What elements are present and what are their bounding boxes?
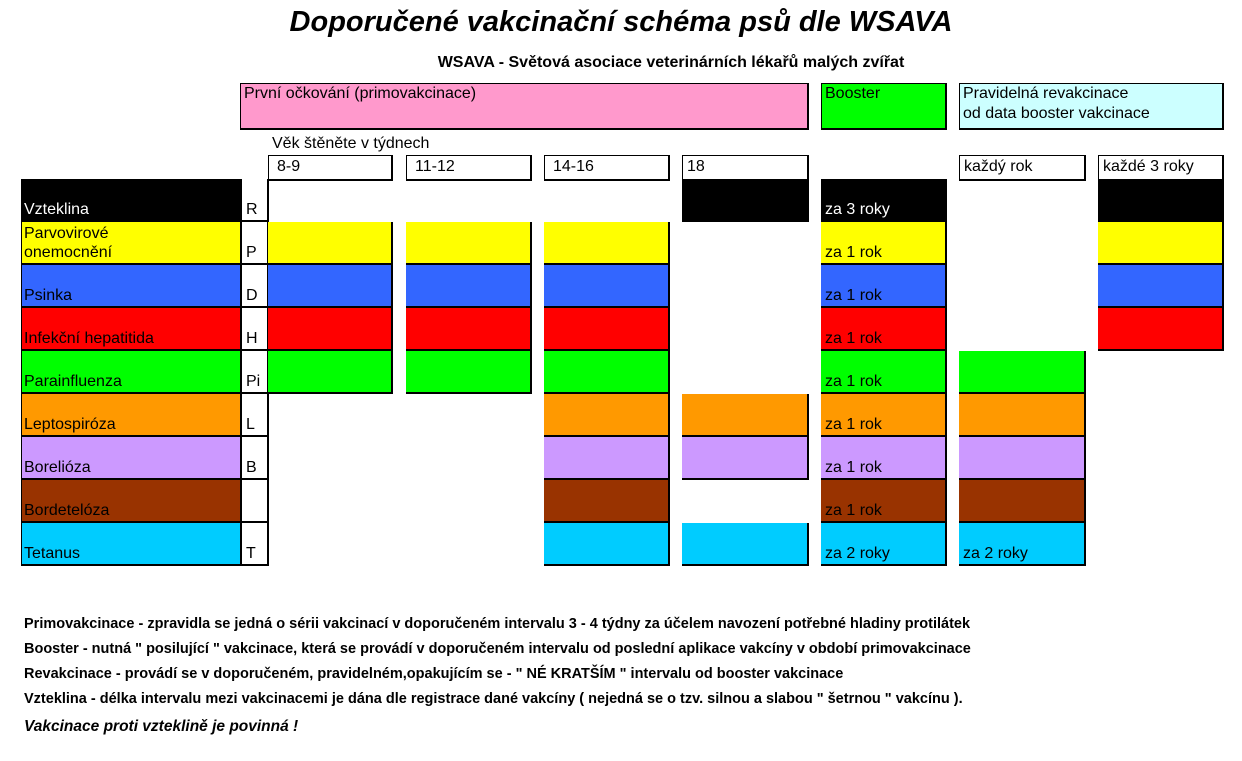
booster-cell-2-text: za 1 rok xyxy=(825,287,882,304)
revaccination-header xyxy=(959,83,1224,130)
booster-cell-4 xyxy=(821,351,947,394)
row-code-0 xyxy=(242,179,269,222)
primary-header-label: První očkování (primovakcinace) xyxy=(244,85,477,102)
row-label-7 xyxy=(21,480,242,523)
row-code-5 xyxy=(242,394,269,437)
week-cell-1-2 xyxy=(544,222,670,265)
row-label-text: Parainfluenza xyxy=(24,373,122,390)
page-subtitle: WSAVA - Světová asociace veterinárních lékařů malých zvířat xyxy=(437,54,905,71)
week-cell-1-1 xyxy=(406,222,532,265)
booster-cell-7-text: za 1 rok xyxy=(825,502,882,519)
row-label-text: Psinka xyxy=(24,287,73,304)
revac-col-yearly: každý rok xyxy=(959,155,1086,181)
row-label-lines xyxy=(24,224,112,262)
row-label-3 xyxy=(21,308,242,351)
week-cell-2-0 xyxy=(268,265,393,308)
booster-cell-2 xyxy=(821,265,947,308)
row-code-3 xyxy=(242,308,269,351)
week-cell-8-3 xyxy=(682,523,809,566)
week-cell-2-1 xyxy=(406,265,532,308)
row-code-1 xyxy=(242,222,269,265)
booster-cell-3-text: za 1 rok xyxy=(825,330,882,347)
row-code-4-text: Pi xyxy=(246,373,261,390)
week-cell-4-1 xyxy=(406,351,532,394)
yearly-cell-8-text: za 2 roky xyxy=(963,545,1028,562)
revac-col-every3: každé 3 roky xyxy=(1098,155,1224,181)
booster-cell-8-text: za 2 roky xyxy=(825,545,890,562)
note-primovakcinace: Primovakcinace - zpravidla se jedná o sérii vakcinací v doporučeném intervalu 3 - 4 týdny za účelem navození potřebné hladiny protilátek xyxy=(24,616,971,632)
booster-cell-1-text: za 1 rok xyxy=(825,244,882,261)
week-cell-6-2 xyxy=(544,437,670,480)
row-code-1-text: P xyxy=(246,244,257,261)
booster-header xyxy=(821,83,947,130)
booster-cell-6 xyxy=(821,437,947,480)
booster-cell-8 xyxy=(821,523,947,566)
booster-cell-6-text: za 1 rok xyxy=(825,459,882,476)
age-col-18: 18 xyxy=(682,155,809,181)
row-label-text: Borelióza xyxy=(24,459,91,476)
note-booster: Booster - nutná " posilující " vakcinace, která se provádí v doporučeném intervalu od poslední aplikace vakcíny v období primovakcinace xyxy=(24,641,971,657)
row-code-6 xyxy=(242,437,269,480)
booster-cell-5 xyxy=(821,394,947,437)
age-col-11-12: 11-12 xyxy=(406,155,532,181)
row-code-2-text: D xyxy=(246,287,258,304)
row-code-3-text: H xyxy=(246,330,258,347)
booster-cell-0-text: za 3 roky xyxy=(825,201,890,218)
row-label-text: Infekční hepatitida xyxy=(24,330,154,347)
row-label-line1: Parvovirové xyxy=(24,224,109,242)
week-cell-3-1 xyxy=(406,308,532,351)
row-label-2 xyxy=(21,265,242,308)
booster-cell-5-text: za 1 rok xyxy=(825,416,882,433)
every3-cell-0 xyxy=(1098,179,1224,222)
row-label-6 xyxy=(21,437,242,480)
row-label-text: Leptospiróza xyxy=(24,416,116,433)
yearly-cell-6 xyxy=(959,437,1086,480)
note-vzteklina: Vzteklina - délka intervalu mezi vakcinacemi je dána dle registrace dané vakcíny ( nejedná se o tzv. silnou a slabou " šetrnou " vakcínu ). xyxy=(24,691,963,707)
grid-left-border xyxy=(21,179,22,566)
booster-cell-0 xyxy=(821,179,947,222)
week-cell-1-0 xyxy=(268,222,393,265)
row-label-text: Vzteklina xyxy=(24,201,89,218)
age-col-8-9: 8-9 xyxy=(268,155,393,181)
yearly-cell-7 xyxy=(959,480,1086,523)
final-note: Vakcinace proti vzteklině je povinná ! xyxy=(24,718,299,735)
every3-cell-2 xyxy=(1098,265,1224,308)
row-label-5 xyxy=(21,394,242,437)
row-code-5-text: L xyxy=(246,416,255,433)
week-cell-3-0 xyxy=(268,308,393,351)
row-code-6-text: B xyxy=(246,459,257,476)
row-code-2 xyxy=(242,265,269,308)
booster-cell-3 xyxy=(821,308,947,351)
row-label-line2: onemocnění xyxy=(24,243,113,261)
note-revakcinace: Revakcinace - provádí se v doporučeném, pravidelném,opakujícím se - " NÉ KRATŠÍM " intervalu od booster vakcinace xyxy=(24,666,844,682)
row-code-0-text: R xyxy=(246,201,258,218)
notes xyxy=(24,612,1224,739)
week-cell-3-2 xyxy=(544,308,670,351)
age-caption: Věk štěněte v týdnech xyxy=(272,135,430,152)
week-cell-2-2 xyxy=(544,265,670,308)
row-label-8 xyxy=(21,523,242,566)
every3-cell-3 xyxy=(1098,308,1224,351)
booster-cell-4-text: za 1 rok xyxy=(825,373,882,390)
week-cell-8-2 xyxy=(544,523,670,566)
primary-vaccination-header xyxy=(240,83,809,130)
revac-header-line1: Pravidelná revakcinace xyxy=(963,85,1129,102)
revac-header-line2: od data booster vakcinace xyxy=(963,105,1150,122)
row-code-8 xyxy=(242,523,269,566)
row-label-text: Tetanus xyxy=(24,545,81,562)
week-cell-4-0 xyxy=(268,351,393,394)
yearly-cell-8 xyxy=(959,523,1086,566)
row-code-8-text: T xyxy=(246,545,256,562)
booster-cell-7 xyxy=(821,480,947,523)
yearly-cell-4 xyxy=(959,351,1086,394)
week-cell-5-3 xyxy=(682,394,809,437)
row-label-text: Bordetelóza xyxy=(24,502,110,519)
week-cell-5-2 xyxy=(544,394,670,437)
booster-cell-1 xyxy=(821,222,947,265)
row-label-4 xyxy=(21,351,242,394)
week-cell-7-2 xyxy=(544,480,670,523)
week-cell-4-2 xyxy=(544,351,670,394)
week-cell-6-3 xyxy=(682,437,809,480)
yearly-cell-5 xyxy=(959,394,1086,437)
week-cell-0-3 xyxy=(682,179,809,222)
row-code-4 xyxy=(242,351,269,394)
row-label-0 xyxy=(21,179,242,222)
row-code-7 xyxy=(242,480,269,523)
page-title: Doporučené vakcinační schéma psů dle WSAVA xyxy=(289,6,953,38)
every3-cell-1 xyxy=(1098,222,1224,265)
age-col-14-16: 14-16 xyxy=(544,155,670,181)
row-label-1 xyxy=(21,222,242,265)
booster-header-label: Booster xyxy=(825,85,881,102)
